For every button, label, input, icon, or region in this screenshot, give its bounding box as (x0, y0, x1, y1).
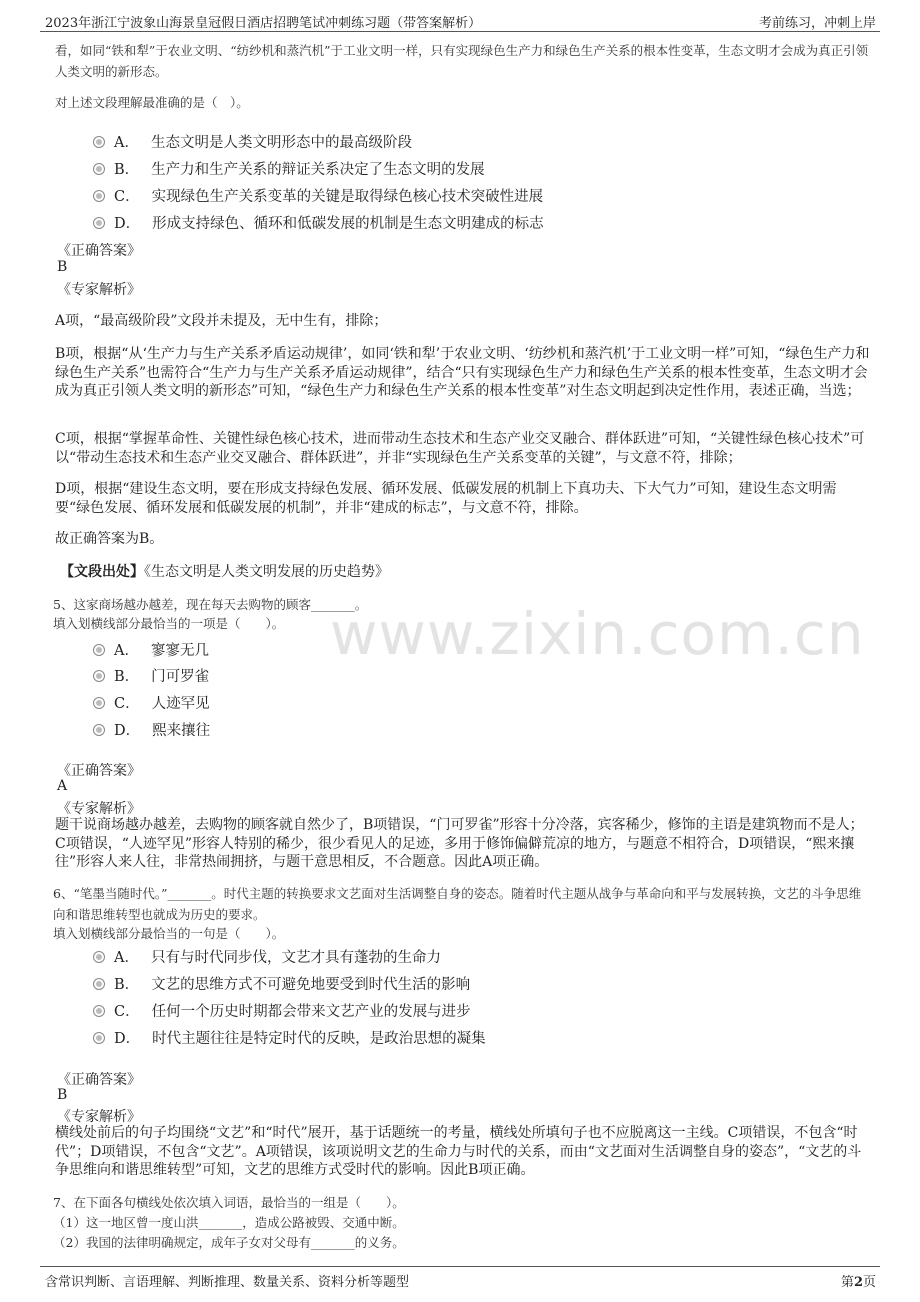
header-divider (40, 31, 880, 32)
q4-analysis-a: A项，“最高级阶段”文段并未提及，无中生有，排除； (55, 313, 388, 329)
q4-option-b[interactable]: B． 生产力和生产关系的辩证关系决定了生态文明的发展 (93, 158, 485, 179)
radio-icon[interactable] (93, 136, 105, 148)
footer-note: 含常识判断、言语理解、判断推理、数量关系、资料分析等题型 (45, 1275, 410, 1290)
page-header (0, 0, 920, 34)
radio-icon[interactable] (93, 644, 105, 656)
radio-icon[interactable] (93, 1032, 105, 1044)
q4-intro: 看，如同“铁和犁”于农业文明、“纺纱机和蒸汽机”于工业文明一样，只有实现绿色生产力和绿色生产关系的根本性变革，生态文明才会成为真正引领人类文明的新形态。 (55, 43, 869, 79)
q4-option-a[interactable]: A． 生态文明是人类文明形态中的最高级阶段 (93, 131, 412, 152)
q6-answer-label: 《正确答案》 (57, 1072, 141, 1088)
q5-option-d[interactable]: D． 熙来攘往 (93, 719, 210, 740)
q6-stem: 6、“笔墨当随时代。”_______。时代主题的转换要求文艺面对生活调整自身的姿态。随着时代主题从战争与革命向和平与发展转换，文艺的斗争思维向和谐思维转型也就成为历史的要求。 (53, 886, 862, 922)
radio-icon[interactable] (93, 951, 105, 963)
radio-icon[interactable] (93, 724, 105, 736)
q5-option-c[interactable]: C． 人迹罕见 (93, 692, 210, 713)
watermark: www.zixin.com.cn (330, 600, 865, 668)
q7-item-2: （2）我国的法律明确规定，成年子女对父母有_______的义务。 (53, 1235, 405, 1250)
radio-icon[interactable] (93, 1005, 105, 1017)
q4-answer: B (57, 259, 68, 275)
q4-analysis-c: C项，根据“掌握革命性、关键性绿色核心技术，进而带动生态技术和生态产业交叉融合、群体跃进”可知，“关键性绿色核心技术”可以“带动生态技术和生态产业交叉融合、群体跃进”，并非“实现绿色生产关系变革的关键”，与文意不符，排除； (55, 431, 865, 466)
q6-option-b[interactable]: B． 文艺的思维方式不可避免地要受到时代生活的影响 (93, 973, 470, 994)
q5-option-a[interactable]: A． 寥寥无几 (93, 639, 209, 660)
document-title: 2023年浙江宁波象山海景皇冠假日酒店招聘笔试冲刺练习题（带答案解析） (45, 16, 482, 31)
q4-analysis-label: 《专家解析》 (57, 282, 141, 298)
radio-icon[interactable] (93, 697, 105, 709)
footer-divider (40, 1266, 880, 1267)
radio-icon[interactable] (93, 190, 105, 202)
page-number: 第2页 (840, 1275, 876, 1290)
radio-icon[interactable] (93, 163, 105, 175)
q4-analysis-d: D项，根据“建设生态文明，要在形成支持绿色发展、循环发展、低碳发展的机制上下真功夫、下大气力”可知，建设生态文明需要“绿色发展、循环发展和低碳发展的机制”，并非“建成的标志”，与文意不符，排除。 (55, 481, 837, 516)
q6-option-a[interactable]: A． 只有与时代同步伐，文艺才具有蓬勃的生命力 (93, 946, 441, 967)
q5-analysis: 题干说商场越办越差，去购物的顾客就自然少了，B项错误，“门可罗雀”形容十分冷落，宾客稀少，修饰的主语是建筑物而不是人；C项错误，“人迹罕见”形容人特别的稀少，很少看见人的足迹，多用于修饰偏僻荒凉的地方，与题意不相符合，D项错误，“熙来攘往”形容人来人往，非常热闹拥挤，与题干意思相反，不合题意。因此A项正确。 (55, 817, 864, 870)
q4-conclusion: 故正确答案为B。 (55, 531, 164, 547)
q4-prompt: 对上述文段理解最准确的是（ ）。 (55, 95, 249, 110)
q5-option-b[interactable]: B． 门可罗雀 (93, 665, 209, 686)
q6-analysis-label: 《专家解析》 (57, 1109, 141, 1125)
q7-stem: 7、在下面各句横线处依次填入词语，最恰当的一组是（ ）。 (53, 1195, 405, 1210)
q5-prompt: 填入划横线部分最恰当的一项是（ ）。 (53, 616, 285, 631)
q4-source: 【文段出处】《生态文明是人类文明发展的历史趋势》 (60, 564, 389, 580)
q5-answer-label: 《正确答案》 (57, 763, 141, 779)
q6-prompt: 填入划横线部分最恰当的一句是（ ）。 (53, 926, 285, 941)
radio-icon[interactable] (93, 978, 105, 990)
q6-analysis: 横线处前后的句子均围绕“文艺”和“时代”展开，基于话题统一的考量，横线处所填句子也不应脱离这一主线。C项错误，不包含“时代”；D项错误，不包含“文艺”。A项错误，该项说明文艺的生命力与时代的关系，而由“文艺面对生活调整自身的姿态”，“文艺的斗争思维向和谐思维转型”可知，文艺的思维方式受时代的影响。因此B项正确。 (55, 1125, 862, 1178)
q4-option-c[interactable]: C． 实现绿色生产关系变革的关键是取得绿色核心技术突破性进展 (93, 185, 543, 206)
q5-analysis-label: 《专家解析》 (57, 801, 141, 817)
q6-answer: B (57, 1087, 68, 1103)
q4-option-d[interactable]: D． 形成支持绿色、循环和低碳发展的机制是生态文明建成的标志 (93, 212, 544, 233)
radio-icon[interactable] (93, 670, 105, 682)
q6-option-c[interactable]: C． 任何一个历史时期都会带来文艺产业的发展与进步 (93, 1000, 471, 1021)
q7-item-1: （1）这一地区曾一度山洪_______，造成公路被毁、交通中断。 (53, 1215, 405, 1230)
radio-icon[interactable] (93, 217, 105, 229)
q4-answer-label: 《正确答案》 (57, 243, 141, 259)
q4-analysis-b: B项，根据“从‘生产力与生产关系矛盾运动规律’，如同‘铁和犁’于农业文明、‘纺纱机和蒸汽机’于工业文明一样”可知，“绿色生产力和绿色生产关系”也需符合“生产力与生产关系矛盾运动规律”，结合“只有实现绿色生产力和绿色生产关系的根本性变革，生态文明才会成为真正引领人类文明的新形态”可知，“绿色生产力和绿色生产关系的根本性变革”对生态文明起到决定性作用，表述正确，当选； (55, 346, 870, 399)
q5-stem: 5、这家商场越办越差，现在每天去购物的顾客_______。 (53, 597, 368, 612)
q6-option-d[interactable]: D． 时代主题往往是特定时代的反映，是政治思想的凝集 (93, 1027, 486, 1048)
header-slogan: 考前练习，冲刺上岸 (758, 16, 876, 31)
q5-answer: A (57, 778, 68, 794)
